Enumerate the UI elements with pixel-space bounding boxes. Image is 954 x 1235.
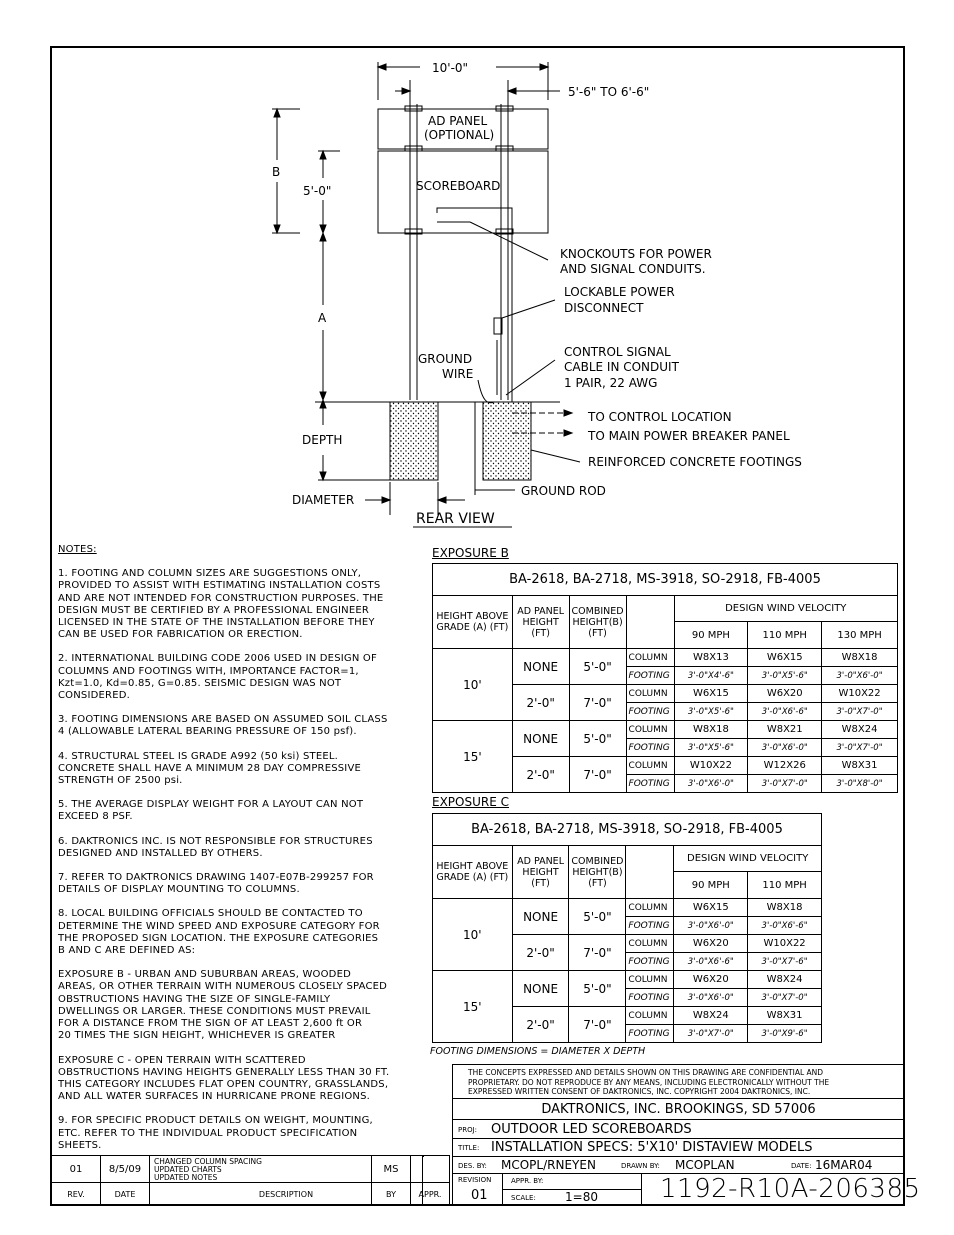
table-cell-column: W6X15 — [748, 649, 822, 667]
rev-header-date: DATE — [100, 1182, 150, 1205]
approved-label: APPR. BY: — [511, 1177, 544, 1185]
scale-value: 1=80 — [565, 1190, 598, 1204]
table-cell-ad: NONE — [512, 649, 569, 685]
table-cell-combined: 5'-0" — [569, 649, 626, 685]
project-name: OUTDOOR LED SCOREBOARDS — [491, 1122, 692, 1137]
designer-value: MCOPL/RNEYEN — [501, 1158, 596, 1172]
project-label: PROJ: — [458, 1126, 478, 1134]
footing-label: FOOTING — [626, 703, 674, 721]
exposure-b-speed-110: 110 MPH — [748, 622, 822, 649]
notes-section — [58, 544, 418, 1164]
table-cell-column: W6X15 — [674, 685, 748, 703]
designer-label: DES. BY: — [458, 1162, 487, 1170]
footing-label: FOOTING — [626, 667, 674, 685]
table-cell-height: 15' — [433, 721, 513, 793]
column-label: COLUMN — [626, 971, 674, 989]
control-label-1: CONTROL SIGNAL — [564, 345, 671, 359]
note-6: 6. DAKTRONICS INC. IS NOT RESPONSIBLE FOR STRUCTURES DESIGNED AND INSTALLED BY OTHERS. — [58, 835, 373, 859]
column-label: COLUMN — [626, 685, 674, 703]
footing-label: FOOTING — [626, 775, 674, 793]
notes-heading: NOTES: — [58, 544, 97, 555]
revision-label: REVISION — [458, 1176, 492, 1184]
footing-label: FOOTING — [626, 1025, 674, 1043]
note-9: 9. FOR SPECIFIC PRODUCT DETAILS ON WEIGHT, MOUNTING, ETC. REFER TO THE INDIVIDUAL PRODUCT SPECIFICATION SHEETS. — [58, 1115, 373, 1151]
wire-label: WIRE — [442, 367, 474, 381]
table-cell-height: 10' — [433, 649, 513, 721]
exposure-b-header-ad: AD PANEL HEIGHT (FT) — [512, 596, 569, 649]
table-cell-column: W10X22 — [674, 757, 748, 775]
ad-panel-optional-label: (OPTIONAL) — [424, 128, 495, 142]
drawing-number: 1192-R10A-206385 — [660, 1174, 921, 1204]
exposure-b-speed-90: 90 MPH — [674, 622, 748, 649]
date-label: DATE: — [791, 1162, 812, 1170]
table-cell-column: W10X22 — [748, 935, 822, 953]
lockable-label-2: DISCONNECT — [564, 301, 644, 315]
table-cell-footing: 3'-0"X5'-6" — [748, 667, 822, 685]
table-cell-footing: 3'-0"X5'-6" — [674, 703, 748, 721]
depth-label: DEPTH — [302, 433, 343, 447]
note-exposure-c: EXPOSURE C - OPEN TERRAIN WITH SCATTERED OBSTRUCTIONS HAVING HEIGHTS GENERALLY LESS THAN 30 FT. THIS CATEGORY INCLUDES FLAT OPEN COUNTRY, GRASSLANDS, AND ALL WATER SURFACES IN HURRICANE PRONE REGIONS. — [58, 1054, 390, 1103]
table-cell-column: W6X20 — [674, 971, 748, 989]
table-cell-combined: 7'-0" — [569, 935, 626, 971]
rear-view-drawing — [0, 0, 954, 540]
drawing-title: INSTALLATION SPECS: 5'X10' DISTAVIEW MODELS — [491, 1140, 813, 1155]
knockouts-label-1: KNOCKOUTS FOR POWER — [560, 247, 712, 261]
table-cell-column: W8X31 — [822, 757, 898, 775]
exposure-c-header-combined: COMBINED HEIGHT(B) (FT) — [569, 846, 626, 899]
rev-number: 01 — [51, 1155, 101, 1183]
table-cell-column: W8X18 — [674, 721, 748, 739]
width-dimension: 10'-0" — [432, 61, 469, 75]
note-3: 3. FOOTING DIMENSIONS ARE BASED ON ASSUMED SOIL CLASS 4 (ALLOWABLE LATERAL BEARING PRESSURE OF 150 psf). — [58, 714, 388, 738]
table-cell-column: W8X24 — [822, 721, 898, 739]
exposure-c-header-ad: AD PANEL HEIGHT (FT) — [512, 846, 569, 899]
table-cell-footing: 3'-0"X6'-0" — [674, 917, 748, 935]
table-cell-footing: 3'-0"X6'-0" — [748, 739, 822, 757]
table-cell-combined: 7'-0" — [569, 1007, 626, 1043]
note-1: 1. FOOTING AND COLUMN SIZES ARE SUGGESTIONS ONLY, PROVIDED TO ASSIST WITH ESTIMATING INSTALLATION COSTS AND ARE NOT INTENDED FOR CONSTRUCTION PURPOSES. THE DESIGN MUST BE CERTIFIED BY A PROFESSIONAL ENGINEER LICENSED IN THE STATE OF THE INSTALLATION BEFORE THEY CAN BE USED FOR FABRICATION OR ERECTION. — [58, 568, 384, 641]
column-label: COLUMN — [626, 757, 674, 775]
note-exposure-b: EXPOSURE B - URBAN AND SUBURBAN AREAS, WOODED AREAS, OR OTHER TERRAIN WITH NUMEROUS CLOSELY SPACED OBSTRUCTIONS HAVING THE SIZE OF SINGLE-FAMILY DWELLINGS OR LARGER. THESE CONDITIONS MUST PREVAIL FOR A DISTANCE FROM THE SIGN OF AT LEAST 2,600 ft OR 20 TIMES THE SIGN HEIGHT, WHICHEVER IS GREATER — [58, 969, 388, 1042]
project-row — [452, 1119, 905, 1139]
title-label: TITLE: — [458, 1144, 480, 1152]
ground-rod-label: GROUND ROD — [521, 484, 606, 498]
table-cell-footing: 3'-0"X7'-6" — [748, 953, 822, 971]
rev-header-by: BY — [371, 1182, 411, 1205]
dimension-5ft-label: 5'-0" — [303, 184, 332, 198]
note-8: 8. LOCAL BUILDING OFFICIALS SHOULD BE CONTACTED TO DETERMINE THE WIND SPEED AND EXPOSURE CATEGORY FOR THE PROPOSED SIGN LOCATION. THE EXPOSURE CATEGORIES B AND C ARE DEFINED AS: — [58, 908, 380, 957]
scoreboard-label: SCOREBOARD — [416, 179, 501, 193]
column-label: COLUMN — [626, 649, 674, 667]
post-spacing-dimension: 5'-6" TO 6'-6" — [568, 85, 650, 99]
table-cell-column: W6X20 — [674, 935, 748, 953]
exposure-b-header-wind: DESIGN WIND VELOCITY — [674, 596, 897, 622]
confidential-notice: THE CONCEPTS EXPRESSED AND DETAILS SHOWN ON THIS DRAWING ARE CONFIDENTIAL AND PROPRIETARY. DO NOT REPRODUCE BY ANY MEANS, INCLUDING ELECTRONICALLY WITHOUT THE EXPRESSED WRITTEN CONSENT OF DAKTRONICS, INC. COPYRIGHT 2004 DAKTRONICS, INC. — [468, 1068, 830, 1096]
table-cell-footing: 3'-0"X7'-0" — [822, 739, 898, 757]
table-cell-footing: 3'-0"X9'-6" — [748, 1025, 822, 1043]
approved-cell — [502, 1173, 642, 1190]
table-cell-ad: 2'-0" — [512, 1007, 569, 1043]
table-cell-height: 10' — [433, 899, 513, 971]
table-cell-ad: 2'-0" — [512, 935, 569, 971]
exposure-b-label: EXPOSURE B — [432, 546, 509, 560]
exposure-b-models: BA-2618, BA-2718, MS-3918, SO-2918, FB-4005 — [433, 564, 898, 596]
drawn-by-value: MCOPLAN — [675, 1158, 735, 1172]
column-label: COLUMN — [626, 1007, 674, 1025]
company-line: DAKTRONICS, INC. BROOKINGS, SD 57006 — [452, 1098, 905, 1120]
title-row — [452, 1138, 905, 1157]
exposure-c-header-height: HEIGHT ABOVE GRADE (A) (FT) — [433, 846, 513, 899]
reinforced-label: REINFORCED CONCRETE FOOTINGS — [588, 455, 802, 469]
table-cell-column: W8X24 — [748, 971, 822, 989]
table-cell-footing: 3'-0"X7'-0" — [748, 775, 822, 793]
exposure-c-table — [432, 813, 822, 1043]
date-value: 16MAR04 — [815, 1158, 873, 1172]
to-main-power-label: TO MAIN POWER BREAKER PANEL — [588, 429, 790, 443]
column-label: COLUMN — [626, 721, 674, 739]
table-cell-ad: NONE — [512, 971, 569, 1007]
control-label-3: 1 PAIR, 22 AWG — [564, 376, 658, 390]
table-cell-ad: 2'-0" — [512, 757, 569, 793]
table-cell-combined: 5'-0" — [569, 721, 626, 757]
table-cell-footing: 3'-0"X7'-0" — [748, 989, 822, 1007]
table-cell-footing: 3'-0"X6'-0" — [674, 775, 748, 793]
to-control-label: TO CONTROL LOCATION — [588, 410, 732, 424]
lockable-label-1: LOCKABLE POWER — [564, 285, 675, 299]
table-cell-column: W8X13 — [674, 649, 748, 667]
exposure-c-speed-110: 110 MPH — [748, 872, 822, 899]
column-label: COLUMN — [626, 899, 674, 917]
table-cell-column: W8X18 — [822, 649, 898, 667]
table-cell-column: W8X24 — [674, 1007, 748, 1025]
rev-header-rev: REV. — [51, 1182, 101, 1205]
ad-panel-label: AD PANEL — [428, 114, 488, 128]
note-2: 2. INTERNATIONAL BUILDING CODE 2006 USED IN DESIGN OF COLUMNS AND FOOTINGS WITH, IMPORTANCE FACTOR=1, Kzt=1.0, Kd=0.85, G=0.85. SEISMIC DESIGN WAS NOT CONSIDERED. — [58, 653, 377, 702]
table-cell-footing: 3'-0"X6'-6" — [674, 953, 748, 971]
rev-description: CHANGED COLUMN SPACING UPDATED CHARTS UPDATED NOTES — [149, 1155, 423, 1183]
control-label-2: CABLE IN CONDUIT — [564, 360, 679, 374]
rev-date: 8/5/09 — [100, 1155, 150, 1183]
exposure-c-header-wind: DESIGN WIND VELOCITY — [674, 846, 822, 872]
diameter-label: DIAMETER — [292, 493, 355, 507]
table-cell-footing: 3'-0"X8'-0" — [822, 775, 898, 793]
table-cell-column: W10X22 — [822, 685, 898, 703]
column-label: COLUMN — [626, 935, 674, 953]
rev-header-description: DESCRIPTION — [149, 1182, 423, 1205]
table-cell-footing: 3'-0"X6'-6" — [748, 703, 822, 721]
table-cell-combined: 7'-0" — [569, 757, 626, 793]
rev-header-appr: APPR. — [410, 1182, 450, 1205]
table-cell-column: W8X31 — [748, 1007, 822, 1025]
exposure-c-models: BA-2618, BA-2718, MS-3918, SO-2918, FB-4005 — [433, 814, 822, 846]
drawn-by-label: DRAWN BY: — [621, 1162, 660, 1170]
exposure-c-label: EXPOSURE C — [432, 795, 509, 809]
table-cell-combined: 7'-0" — [569, 685, 626, 721]
table-cell-column: W12X26 — [748, 757, 822, 775]
table-cell-footing: 3'-0"X7'-0" — [674, 1025, 748, 1043]
table-cell-combined: 5'-0" — [569, 971, 626, 1007]
note-4: 4. STRUCTURAL STEEL IS GRADE A992 (50 ksi) STEEL. CONCRETE SHALL HAVE A MINIMUM 28 DAY COMPRESSIVE STRENGTH OF 2500 psi. — [58, 750, 362, 787]
rear-view-title: REAR VIEW — [416, 511, 495, 527]
ground-label: GROUND — [418, 352, 473, 366]
table-cell-footing: 3'-0"X6'-6" — [748, 917, 822, 935]
table-cell-height: 15' — [433, 971, 513, 1043]
exposure-b-header-height: HEIGHT ABOVE GRADE (A) (FT) — [433, 596, 513, 649]
table-cell-column: W6X15 — [674, 899, 748, 917]
table-cell-ad: 2'-0" — [512, 685, 569, 721]
footing-label: FOOTING — [626, 917, 674, 935]
rev-appr — [410, 1155, 450, 1183]
dimension-b-label: B — [272, 165, 281, 179]
footing-label: FOOTING — [626, 989, 674, 1007]
table-cell-column: W6X20 — [748, 685, 822, 703]
table-cell-footing: 3'-0"X5'-6" — [674, 739, 748, 757]
footing-footnote: FOOTING DIMENSIONS = DIAMETER X DEPTH — [430, 1046, 646, 1057]
revision-cell — [452, 1173, 503, 1206]
exposure-c-header-blank — [626, 846, 674, 899]
rev-by: MS — [371, 1155, 411, 1183]
revision-value: 01 — [471, 1188, 488, 1203]
exposure-b-table — [432, 563, 898, 793]
table-cell-column: W8X18 — [748, 899, 822, 917]
exposure-b-speed-130: 130 MPH — [822, 622, 898, 649]
table-cell-footing: 3'-0"X6'-0" — [674, 989, 748, 1007]
exposure-b-header-blank — [626, 596, 674, 649]
note-7: 7. REFER TO DAKTRONICS DRAWING 1407-E07B-299257 FOR DETAILS OF DISPLAY MOUNTING TO COLUMNS. — [58, 872, 374, 896]
dimension-a-label: A — [318, 311, 327, 325]
footing-label: FOOTING — [626, 953, 674, 971]
knockouts-label-2: AND SIGNAL CONDUITS. — [560, 262, 706, 276]
table-cell-footing: 3'-0"X7'-0" — [822, 703, 898, 721]
note-5: 5. THE AVERAGE DISPLAY WEIGHT FOR A LAYOUT CAN NOT EXCEED 8 PSF. — [58, 799, 364, 823]
footing-label: FOOTING — [626, 739, 674, 757]
exposure-c-speed-90: 90 MPH — [674, 872, 748, 899]
scale-label: SCALE: — [511, 1194, 536, 1202]
table-cell-footing: 3'-0"X6'-0" — [822, 667, 898, 685]
table-cell-ad: NONE — [512, 721, 569, 757]
table-cell-combined: 5'-0" — [569, 899, 626, 935]
table-cell-column: W8X21 — [748, 721, 822, 739]
table-cell-footing: 3'-0"X4'-6" — [674, 667, 748, 685]
scale-cell — [502, 1189, 642, 1206]
table-cell-ad: NONE — [512, 899, 569, 935]
designer-row — [452, 1156, 905, 1174]
exposure-b-header-combined: COMBINED HEIGHT(B) (FT) — [569, 596, 626, 649]
